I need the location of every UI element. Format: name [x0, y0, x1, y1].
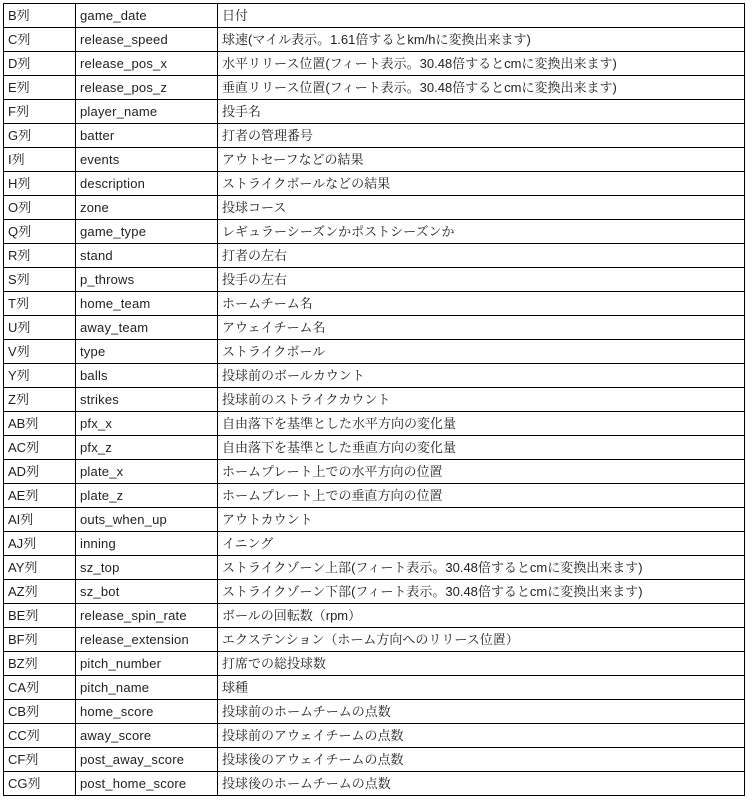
field-name-cell: events — [76, 148, 218, 172]
description-cell: 投球コース — [218, 196, 745, 220]
table-row — [4, 148, 745, 172]
column-letter-cell: F列 — [4, 100, 76, 124]
table-row — [4, 772, 745, 796]
table-row — [4, 412, 745, 436]
column-letter-cell: Y列 — [4, 364, 76, 388]
description-cell: ホームプレート上での水平方向の位置 — [218, 460, 745, 484]
table-row — [4, 532, 745, 556]
field-name-cell: pfx_z — [76, 436, 218, 460]
column-letter-cell: BZ列 — [4, 652, 76, 676]
description-cell: 自由落下を基準とした垂直方向の変化量 — [218, 436, 745, 460]
table-row — [4, 196, 745, 220]
description-cell: 投球前のホームチームの点数 — [218, 700, 745, 724]
column-letter-cell: E列 — [4, 76, 76, 100]
description-cell: アウトセーフなどの結果 — [218, 148, 745, 172]
field-name-cell: plate_z — [76, 484, 218, 508]
field-name-cell: sz_top — [76, 556, 218, 580]
table-row — [4, 676, 745, 700]
column-letter-cell: D列 — [4, 52, 76, 76]
field-name-cell: release_extension — [76, 628, 218, 652]
table-row — [4, 340, 745, 364]
description-cell: 打席での総投球数 — [218, 652, 745, 676]
description-cell: 自由落下を基準とした水平方向の変化量 — [218, 412, 745, 436]
description-cell: 打者の左右 — [218, 244, 745, 268]
column-letter-cell: AZ列 — [4, 580, 76, 604]
column-letter-cell: AJ列 — [4, 532, 76, 556]
column-letter-cell: AB列 — [4, 412, 76, 436]
description-cell: ホームプレート上での垂直方向の位置 — [218, 484, 745, 508]
field-name-cell: home_score — [76, 700, 218, 724]
field-name-cell: outs_when_up — [76, 508, 218, 532]
table-row — [4, 700, 745, 724]
field-name-cell: plate_x — [76, 460, 218, 484]
description-cell: アウェイチーム名 — [218, 316, 745, 340]
field-name-cell: p_throws — [76, 268, 218, 292]
description-cell: 球種 — [218, 676, 745, 700]
column-letter-cell: T列 — [4, 292, 76, 316]
description-cell: 投手の左右 — [218, 268, 745, 292]
column-letter-cell: H列 — [4, 172, 76, 196]
field-name-cell: post_away_score — [76, 748, 218, 772]
column-letter-cell: Q列 — [4, 220, 76, 244]
field-name-cell: away_team — [76, 316, 218, 340]
column-letter-cell: CB列 — [4, 700, 76, 724]
description-cell: ホームチーム名 — [218, 292, 745, 316]
field-name-cell: pitch_name — [76, 676, 218, 700]
table-row — [4, 124, 745, 148]
table-row — [4, 748, 745, 772]
table-row — [4, 364, 745, 388]
column-letter-cell: CA列 — [4, 676, 76, 700]
column-letter-cell: B列 — [4, 4, 76, 28]
field-name-cell: inning — [76, 532, 218, 556]
description-cell: 打者の管理番号 — [218, 124, 745, 148]
column-letter-cell: AD列 — [4, 460, 76, 484]
table-row — [4, 580, 745, 604]
field-name-cell: release_pos_z — [76, 76, 218, 100]
description-cell: ストライクボール — [218, 340, 745, 364]
table-row — [4, 52, 745, 76]
field-name-cell: pitch_number — [76, 652, 218, 676]
table-row — [4, 28, 745, 52]
column-letter-cell: AE列 — [4, 484, 76, 508]
field-name-cell: description — [76, 172, 218, 196]
description-cell: レギュラーシーズンかポストシーズンか — [218, 220, 745, 244]
table-row — [4, 268, 745, 292]
description-cell: 投球後のホームチームの点数 — [218, 772, 745, 796]
column-letter-cell: Z列 — [4, 388, 76, 412]
column-letter-cell: C列 — [4, 28, 76, 52]
description-cell: 投手名 — [218, 100, 745, 124]
table-row — [4, 388, 745, 412]
column-letter-cell: R列 — [4, 244, 76, 268]
column-letter-cell: S列 — [4, 268, 76, 292]
field-name-cell: post_home_score — [76, 772, 218, 796]
field-name-cell: pfx_x — [76, 412, 218, 436]
column-letter-cell: CG列 — [4, 772, 76, 796]
field-name-cell: type — [76, 340, 218, 364]
column-letter-cell: AC列 — [4, 436, 76, 460]
table-body — [4, 4, 745, 796]
column-letter-cell: AI列 — [4, 508, 76, 532]
field-name-cell: home_team — [76, 292, 218, 316]
column-letter-cell: CC列 — [4, 724, 76, 748]
table-row — [4, 4, 745, 28]
description-cell: エクステンション（ホーム方向へのリリース位置） — [218, 628, 745, 652]
table-row — [4, 244, 745, 268]
table-row — [4, 460, 745, 484]
description-cell: 垂直リリース位置(フィート表示。30.48倍するとcmに変換出来ます) — [218, 76, 745, 100]
field-name-cell: stand — [76, 244, 218, 268]
description-cell: 球速(マイル表示。1.61倍するとkm/hに変換出来ます) — [218, 28, 745, 52]
description-cell: 水平リリース位置(フィート表示。30.48倍するとcmに変換出来ます) — [218, 52, 745, 76]
description-cell: ストライクゾーン上部(フィート表示。30.48倍するとcmに変換出来ます) — [218, 556, 745, 580]
column-letter-cell: BF列 — [4, 628, 76, 652]
field-name-cell: batter — [76, 124, 218, 148]
column-letter-cell: I列 — [4, 148, 76, 172]
field-name-cell: player_name — [76, 100, 218, 124]
field-name-cell: game_type — [76, 220, 218, 244]
field-name-cell: game_date — [76, 4, 218, 28]
column-letter-cell: CF列 — [4, 748, 76, 772]
table-row — [4, 100, 745, 124]
description-cell: 投球後のアウェイチームの点数 — [218, 748, 745, 772]
table-row — [4, 316, 745, 340]
field-name-cell: zone — [76, 196, 218, 220]
column-letter-cell: O列 — [4, 196, 76, 220]
column-letter-cell: V列 — [4, 340, 76, 364]
column-letter-cell: U列 — [4, 316, 76, 340]
column-letter-cell: G列 — [4, 124, 76, 148]
field-name-cell: strikes — [76, 388, 218, 412]
description-cell: 投球前のボールカウント — [218, 364, 745, 388]
table-row — [4, 76, 745, 100]
column-letter-cell: BE列 — [4, 604, 76, 628]
description-cell: 投球前のストライクカウント — [218, 388, 745, 412]
table-row — [4, 508, 745, 532]
table-row — [4, 436, 745, 460]
description-cell: アウトカウント — [218, 508, 745, 532]
description-cell: ボールの回転数（rpm） — [218, 604, 745, 628]
field-name-cell: release_speed — [76, 28, 218, 52]
description-cell: 日付 — [218, 4, 745, 28]
column-letter-cell: AY列 — [4, 556, 76, 580]
field-name-cell: release_spin_rate — [76, 604, 218, 628]
field-name-cell: balls — [76, 364, 218, 388]
column-description-table — [3, 3, 745, 796]
description-cell: ストライクボールなどの結果 — [218, 172, 745, 196]
table-row — [4, 292, 745, 316]
description-cell: 投球前のアウェイチームの点数 — [218, 724, 745, 748]
table-row — [4, 220, 745, 244]
table-row — [4, 172, 745, 196]
table-row — [4, 628, 745, 652]
field-name-cell: away_score — [76, 724, 218, 748]
table-row — [4, 652, 745, 676]
table-row — [4, 556, 745, 580]
table-row — [4, 484, 745, 508]
field-name-cell: release_pos_x — [76, 52, 218, 76]
description-cell: イニング — [218, 532, 745, 556]
table-row — [4, 604, 745, 628]
field-name-cell: sz_bot — [76, 580, 218, 604]
table-row — [4, 724, 745, 748]
description-cell: ストライクゾーン下部(フィート表示。30.48倍するとcmに変換出来ます) — [218, 580, 745, 604]
